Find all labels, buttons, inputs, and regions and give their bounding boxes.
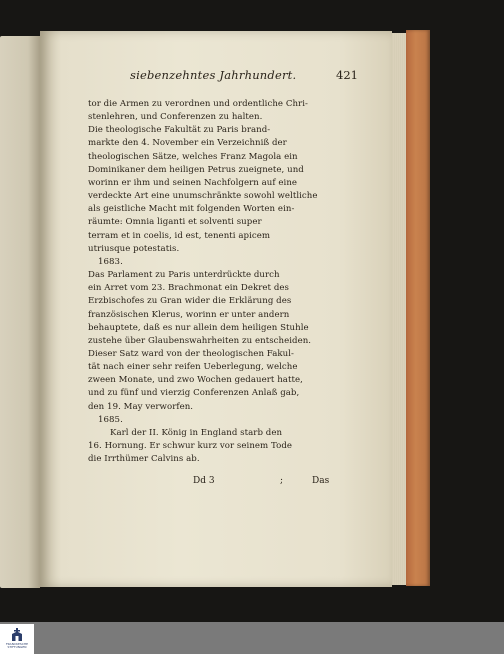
signature-mark: Dd 3 <box>193 476 215 487</box>
page-block-edges <box>392 33 406 585</box>
footer-mark: ; <box>280 476 284 487</box>
paragraph: Das Parlament zu Paris unterdrückte durch ein Arret vom 23. Brachmonat ein Dekret des Erzbischofes zu Gran wider die Erklärung des französischen Klerus, worinn er unter andern behauptete, daß es nur allein dem heiligen Stuhle zustehe über Glaubenswahrheiten zu entscheiden. Dieser Satz ward von der theologischen Fakul- tät nach einer sehr reifen Ueberlegung, welche zween Monate, und zwo Wochen gedauert hatte, und zu fünf und vierzig Conferenzen Anlaß gab, den 19. May verworfen. <box>88 270 312 412</box>
body-text <box>88 98 348 466</box>
viewer-bottom-bar <box>0 622 504 654</box>
year-heading: 1683. <box>98 256 123 267</box>
logo-text: FRANCKESCHE STIFTUNGEN <box>5 642 29 650</box>
page-footer <box>88 476 348 490</box>
library-logo[interactable] <box>0 624 34 654</box>
paragraph: tor die Armen zu verordnen und ordentliche Chri- stenlehren, und Conferenzen zu halten. <box>88 99 308 123</box>
running-title: siebenzehntes Jahrhundert. <box>130 68 297 82</box>
catchword: Das <box>312 476 330 487</box>
francke-foundation-icon <box>11 628 23 641</box>
page-number: 421 <box>336 68 358 82</box>
book-cover-edge <box>406 30 430 586</box>
page-text <box>88 68 358 490</box>
paragraph: Die theologische Fakultät zu Paris brand- markte den 4. November ein Verzeichniß der theologischen Sätze, welches Franz Magola ein Dominikaner dem heiligen Petrus zueignete, und worinn er ihm und seinen Nachfolgern auf eine verdeckte Art eine unumschränkte sowohl weltliche als geistliche Macht mit folgenden Worten ein- räumte: Omnia liganti et solventi super terram et in coelis, id est, tenenti apicem utriusque potestatis. <box>88 125 318 254</box>
left-page-edge <box>0 36 40 588</box>
page-header <box>88 68 358 88</box>
paragraph: Karl der II. König in England starb den 16. Hornung. Er schwur kurz vor seinem Tode die Irrthümer Calvins ab. <box>88 427 293 465</box>
year-heading: 1685. <box>98 414 123 425</box>
